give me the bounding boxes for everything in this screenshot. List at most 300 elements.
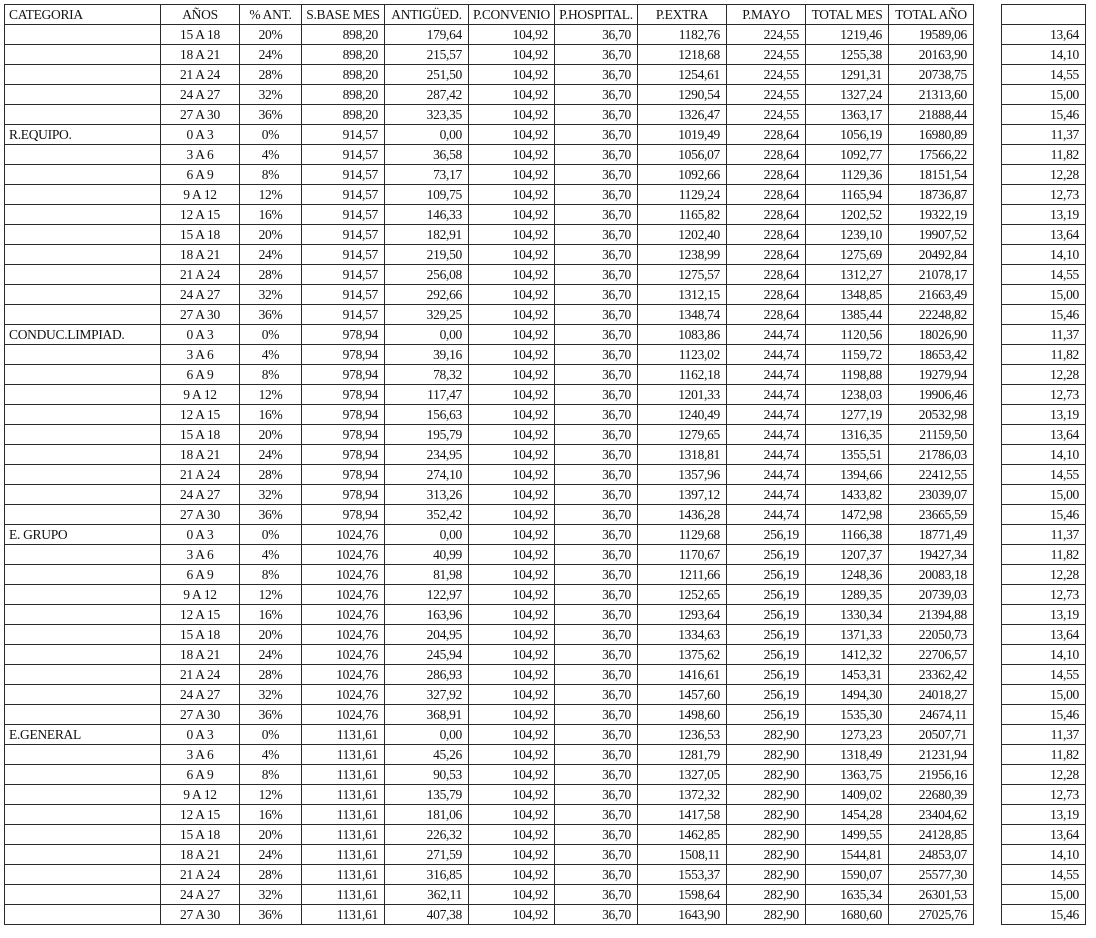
gap-cell: [974, 745, 1002, 765]
cell-anos: 24 A 27: [161, 285, 240, 305]
cell-pextra: 1372,32: [638, 785, 727, 805]
cell-phospital: 36,70: [555, 585, 638, 605]
gap-cell: [974, 425, 1002, 445]
cell-total-mes: 1635,34: [806, 885, 889, 905]
cell-anos: 3 A 6: [161, 745, 240, 765]
cell-pextra: 1182,76: [638, 25, 727, 45]
cell-anos: 18 A 21: [161, 445, 240, 465]
cell-total-mes: 1327,24: [806, 85, 889, 105]
cell-pct-ant: 8%: [240, 165, 302, 185]
cell-antiguedad: 287,42: [385, 85, 469, 105]
gap-cell: [974, 85, 1002, 105]
cell-antiguedad: 251,50: [385, 65, 469, 85]
table-row: [5, 385, 1086, 405]
cell-pct-ant: 16%: [240, 605, 302, 625]
cell-total-ano: 19589,06: [889, 25, 974, 45]
cell-total-mes: 1385,44: [806, 305, 889, 325]
cell-anos: 18 A 21: [161, 245, 240, 265]
cell-pmayo: 256,19: [727, 525, 806, 545]
cell-sbase-mes: 1024,76: [302, 565, 385, 585]
category-cell: [5, 565, 161, 585]
cell-side-value: 12,28: [1002, 365, 1086, 385]
cell-sbase-mes: 978,94: [302, 405, 385, 425]
cell-anos: 3 A 6: [161, 145, 240, 165]
cell-antiguedad: 313,26: [385, 485, 469, 505]
cell-sbase-mes: 1131,61: [302, 725, 385, 745]
cell-pextra: 1236,53: [638, 725, 727, 745]
cell-pextra: 1254,61: [638, 65, 727, 85]
cell-anos: 27 A 30: [161, 705, 240, 725]
cell-anos: 21 A 24: [161, 265, 240, 285]
cell-anos: 12 A 15: [161, 205, 240, 225]
gap-cell: [974, 785, 1002, 805]
table-row: [5, 605, 1086, 625]
cell-pextra: 1162,18: [638, 365, 727, 385]
cell-anos: 21 A 24: [161, 665, 240, 685]
cell-phospital: 36,70: [555, 85, 638, 105]
table-body: [5, 25, 1086, 925]
cell-side-value: 13,64: [1002, 825, 1086, 845]
cell-pextra: 1553,37: [638, 865, 727, 885]
cell-pextra: 1201,33: [638, 385, 727, 405]
category-label: R.EQUIPO.: [5, 125, 161, 145]
cell-total-ano: 24853,07: [889, 845, 974, 865]
cell-pextra: 1092,66: [638, 165, 727, 185]
cell-antiguedad: 271,59: [385, 845, 469, 865]
cell-pmayo: 256,19: [727, 585, 806, 605]
cell-total-ano: 22248,82: [889, 305, 974, 325]
cell-pextra: 1643,90: [638, 905, 727, 925]
cell-pmayo: 256,19: [727, 565, 806, 585]
cell-total-mes: 1544,81: [806, 845, 889, 865]
table-row: [5, 225, 1086, 245]
table-row: [5, 565, 1086, 585]
cell-pconvenio: 104,92: [469, 185, 555, 205]
cell-anos: 0 A 3: [161, 725, 240, 745]
cell-total-ano: 19279,94: [889, 365, 974, 385]
cell-pct-ant: 12%: [240, 785, 302, 805]
cell-pct-ant: 28%: [240, 865, 302, 885]
category-cell: [5, 185, 161, 205]
cell-pct-ant: 28%: [240, 65, 302, 85]
cell-anos: 12 A 15: [161, 605, 240, 625]
gap-cell: [974, 585, 1002, 605]
cell-pconvenio: 104,92: [469, 585, 555, 605]
gap-cell: [974, 305, 1002, 325]
category-cell: [5, 425, 161, 445]
cell-pextra: 1293,64: [638, 605, 727, 625]
header-sbase-mes: S.BASE MES: [302, 5, 385, 25]
cell-pmayo: 256,19: [727, 625, 806, 645]
cell-phospital: 36,70: [555, 625, 638, 645]
table-row: [5, 505, 1086, 525]
cell-anos: 21 A 24: [161, 65, 240, 85]
cell-side-value: 13,64: [1002, 625, 1086, 645]
cell-total-ano: 20163,90: [889, 45, 974, 65]
table-row: [5, 625, 1086, 645]
cell-antiguedad: 36,58: [385, 145, 469, 165]
cell-anos: 18 A 21: [161, 845, 240, 865]
cell-phospital: 36,70: [555, 425, 638, 445]
cell-antiguedad: 78,32: [385, 365, 469, 385]
table-row: [5, 585, 1086, 605]
header-pextra: P.EXTRA: [638, 5, 727, 25]
table-row: [5, 885, 1086, 905]
cell-side-value: 15,00: [1002, 885, 1086, 905]
category-cell: [5, 205, 161, 225]
cell-antiguedad: 245,94: [385, 645, 469, 665]
cell-pconvenio: 104,92: [469, 545, 555, 565]
cell-total-mes: 1273,23: [806, 725, 889, 745]
gap-cell: [974, 725, 1002, 745]
cell-phospital: 36,70: [555, 825, 638, 845]
cell-antiguedad: 39,16: [385, 345, 469, 365]
cell-pmayo: 228,64: [727, 185, 806, 205]
cell-total-ano: 20083,18: [889, 565, 974, 585]
cell-sbase-mes: 898,20: [302, 25, 385, 45]
category-cell: [5, 105, 161, 125]
cell-antiguedad: 215,57: [385, 45, 469, 65]
cell-antiguedad: 329,25: [385, 305, 469, 325]
cell-sbase-mes: 1024,76: [302, 685, 385, 705]
category-cell: [5, 145, 161, 165]
cell-anos: 27 A 30: [161, 305, 240, 325]
cell-pct-ant: 8%: [240, 765, 302, 785]
cell-pextra: 1083,86: [638, 325, 727, 345]
cell-pextra: 1327,05: [638, 765, 727, 785]
cell-pmayo: 244,74: [727, 405, 806, 425]
table-row: [5, 745, 1086, 765]
cell-pmayo: 256,19: [727, 605, 806, 625]
cell-anos: 15 A 18: [161, 425, 240, 445]
category-cell: [5, 365, 161, 385]
cell-pconvenio: 104,92: [469, 465, 555, 485]
category-cell: [5, 585, 161, 605]
cell-total-mes: 1330,34: [806, 605, 889, 625]
cell-pconvenio: 104,92: [469, 525, 555, 545]
cell-sbase-mes: 914,57: [302, 265, 385, 285]
cell-pextra: 1417,58: [638, 805, 727, 825]
cell-antiguedad: 316,85: [385, 865, 469, 885]
cell-side-value: 13,19: [1002, 405, 1086, 425]
cell-pmayo: 228,64: [727, 245, 806, 265]
cell-pconvenio: 104,92: [469, 725, 555, 745]
cell-pconvenio: 104,92: [469, 705, 555, 725]
cell-phospital: 36,70: [555, 645, 638, 665]
cell-total-ano: 21786,03: [889, 445, 974, 465]
cell-pextra: 1240,49: [638, 405, 727, 425]
header-phospital: P.HOSPITAL.: [555, 5, 638, 25]
cell-pextra: 1312,15: [638, 285, 727, 305]
cell-total-mes: 1409,02: [806, 785, 889, 805]
cell-pextra: 1318,81: [638, 445, 727, 465]
cell-anos: 24 A 27: [161, 885, 240, 905]
cell-phospital: 36,70: [555, 665, 638, 685]
table-row: [5, 265, 1086, 285]
cell-anos: 3 A 6: [161, 345, 240, 365]
cell-total-ano: 21956,16: [889, 765, 974, 785]
cell-pextra: 1498,60: [638, 705, 727, 725]
gap-cell: [974, 525, 1002, 545]
cell-antiguedad: 234,95: [385, 445, 469, 465]
cell-sbase-mes: 914,57: [302, 145, 385, 165]
cell-pct-ant: 24%: [240, 445, 302, 465]
category-cell: [5, 485, 161, 505]
cell-pextra: 1348,74: [638, 305, 727, 325]
category-cell: [5, 285, 161, 305]
category-cell: [5, 85, 161, 105]
cell-total-mes: 1454,28: [806, 805, 889, 825]
cell-side-value: 15,46: [1002, 505, 1086, 525]
gap-cell: [974, 285, 1002, 305]
cell-side-value: 12,28: [1002, 565, 1086, 585]
cell-total-mes: 1239,10: [806, 225, 889, 245]
cell-phospital: 36,70: [555, 125, 638, 145]
table-row: [5, 245, 1086, 265]
cell-total-mes: 1129,36: [806, 165, 889, 185]
cell-pconvenio: 104,92: [469, 785, 555, 805]
cell-pct-ant: 24%: [240, 645, 302, 665]
cell-side-value: 11,37: [1002, 125, 1086, 145]
cell-total-mes: 1289,35: [806, 585, 889, 605]
cell-pextra: 1218,68: [638, 45, 727, 65]
cell-antiguedad: 362,11: [385, 885, 469, 905]
cell-side-value: 13,19: [1002, 205, 1086, 225]
cell-pct-ant: 20%: [240, 625, 302, 645]
table-row: [5, 765, 1086, 785]
cell-anos: 9 A 12: [161, 785, 240, 805]
cell-pextra: 1019,49: [638, 125, 727, 145]
cell-phospital: 36,70: [555, 365, 638, 385]
cell-total-ano: 26301,53: [889, 885, 974, 905]
cell-sbase-mes: 978,94: [302, 505, 385, 525]
cell-side-value: 11,82: [1002, 345, 1086, 365]
gap-cell: [974, 185, 1002, 205]
cell-total-ano: 24674,11: [889, 705, 974, 725]
cell-pct-ant: 28%: [240, 265, 302, 285]
cell-total-mes: 1166,38: [806, 525, 889, 545]
cell-pextra: 1123,02: [638, 345, 727, 365]
cell-pconvenio: 104,92: [469, 885, 555, 905]
category-cell: [5, 505, 161, 525]
cell-antiguedad: 73,17: [385, 165, 469, 185]
cell-anos: 3 A 6: [161, 545, 240, 565]
cell-phospital: 36,70: [555, 685, 638, 705]
table-row: [5, 805, 1086, 825]
cell-phospital: 36,70: [555, 345, 638, 365]
cell-pconvenio: 104,92: [469, 825, 555, 845]
cell-pct-ant: 8%: [240, 565, 302, 585]
cell-pconvenio: 104,92: [469, 285, 555, 305]
cell-sbase-mes: 1131,61: [302, 845, 385, 865]
cell-anos: 15 A 18: [161, 225, 240, 245]
cell-anos: 27 A 30: [161, 905, 240, 925]
cell-pct-ant: 0%: [240, 325, 302, 345]
cell-pconvenio: 104,92: [469, 165, 555, 185]
cell-pconvenio: 104,92: [469, 405, 555, 425]
cell-pconvenio: 104,92: [469, 485, 555, 505]
cell-pmayo: 282,90: [727, 865, 806, 885]
gap-cell: [974, 145, 1002, 165]
cell-total-mes: 1535,30: [806, 705, 889, 725]
cell-pextra: 1129,24: [638, 185, 727, 205]
cell-pconvenio: 104,92: [469, 105, 555, 125]
cell-anos: 18 A 21: [161, 45, 240, 65]
cell-total-ano: 21888,44: [889, 105, 974, 125]
cell-total-ano: 24128,85: [889, 825, 974, 845]
cell-antiguedad: 109,75: [385, 185, 469, 205]
cell-pconvenio: 104,92: [469, 645, 555, 665]
cell-phospital: 36,70: [555, 445, 638, 465]
category-cell: [5, 665, 161, 685]
cell-sbase-mes: 1024,76: [302, 545, 385, 565]
header-side-column: [1002, 5, 1086, 25]
cell-pconvenio: 104,92: [469, 605, 555, 625]
cell-sbase-mes: 978,94: [302, 325, 385, 345]
cell-pconvenio: 104,92: [469, 625, 555, 645]
header-pconvenio: P.CONVENIO: [469, 5, 555, 25]
cell-phospital: 36,70: [555, 145, 638, 165]
table-row: [5, 865, 1086, 885]
gap-cell: [974, 565, 1002, 585]
gap-cell: [974, 45, 1002, 65]
cell-pmayo: 224,55: [727, 85, 806, 105]
gap-cell: [974, 825, 1002, 845]
cell-pconvenio: 104,92: [469, 385, 555, 405]
cell-pmayo: 228,64: [727, 305, 806, 325]
cell-phospital: 36,70: [555, 165, 638, 185]
cell-phospital: 36,70: [555, 905, 638, 925]
cell-total-mes: 1277,19: [806, 405, 889, 425]
cell-total-mes: 1363,17: [806, 105, 889, 125]
table-row: [5, 465, 1086, 485]
table-row: [5, 45, 1086, 65]
cell-pmayo: 228,64: [727, 285, 806, 305]
cell-pconvenio: 104,92: [469, 25, 555, 45]
category-cell: [5, 305, 161, 325]
gap-cell: [974, 165, 1002, 185]
table-row: [5, 425, 1086, 445]
cell-total-ano: 21394,88: [889, 605, 974, 625]
cell-pextra: 1397,12: [638, 485, 727, 505]
cell-anos: 27 A 30: [161, 105, 240, 125]
gap-cell: [974, 265, 1002, 285]
table-row: [5, 685, 1086, 705]
cell-side-value: 12,28: [1002, 765, 1086, 785]
cell-pct-ant: 16%: [240, 805, 302, 825]
cell-side-value: 11,82: [1002, 545, 1086, 565]
cell-phospital: 36,70: [555, 205, 638, 225]
cell-anos: 21 A 24: [161, 865, 240, 885]
cell-sbase-mes: 1131,61: [302, 885, 385, 905]
cell-sbase-mes: 1131,61: [302, 865, 385, 885]
cell-antiguedad: 146,33: [385, 205, 469, 225]
cell-total-ano: 20739,03: [889, 585, 974, 605]
cell-sbase-mes: 1024,76: [302, 585, 385, 605]
cell-pmayo: 256,19: [727, 645, 806, 665]
cell-antiguedad: 226,32: [385, 825, 469, 845]
cell-anos: 15 A 18: [161, 625, 240, 645]
cell-pconvenio: 104,92: [469, 65, 555, 85]
category-cell: [5, 65, 161, 85]
cell-total-mes: 1120,56: [806, 325, 889, 345]
category-cell: [5, 905, 161, 925]
cell-side-value: 12,28: [1002, 165, 1086, 185]
cell-pct-ant: 36%: [240, 505, 302, 525]
category-label: E.GENERAL: [5, 725, 161, 745]
cell-sbase-mes: 1131,61: [302, 785, 385, 805]
cell-pconvenio: 104,92: [469, 665, 555, 685]
cell-pextra: 1357,96: [638, 465, 727, 485]
cell-pmayo: 282,90: [727, 805, 806, 825]
category-cell: [5, 625, 161, 645]
cell-pct-ant: 4%: [240, 545, 302, 565]
cell-anos: 27 A 30: [161, 505, 240, 525]
category-label: CONDUC.LIMPIAD.: [5, 325, 161, 345]
cell-phospital: 36,70: [555, 45, 638, 65]
cell-antiguedad: 368,91: [385, 705, 469, 725]
gap-cell: [974, 385, 1002, 405]
cell-pconvenio: 104,92: [469, 865, 555, 885]
cell-pct-ant: 28%: [240, 665, 302, 685]
cell-pmayo: 244,74: [727, 425, 806, 445]
cell-phospital: 36,70: [555, 305, 638, 325]
cell-pextra: 1202,40: [638, 225, 727, 245]
cell-antiguedad: 274,10: [385, 465, 469, 485]
cell-side-value: 11,37: [1002, 525, 1086, 545]
cell-phospital: 36,70: [555, 865, 638, 885]
cell-pct-ant: 24%: [240, 245, 302, 265]
cell-total-ano: 21231,94: [889, 745, 974, 765]
cell-total-mes: 1316,35: [806, 425, 889, 445]
cell-phospital: 36,70: [555, 65, 638, 85]
gap-cell: [974, 25, 1002, 45]
gap-cell: [974, 245, 1002, 265]
cell-total-ano: 18026,90: [889, 325, 974, 345]
cell-pextra: 1238,99: [638, 245, 727, 265]
cell-total-ano: 24018,27: [889, 685, 974, 705]
cell-pextra: 1211,66: [638, 565, 727, 585]
cell-pconvenio: 104,92: [469, 345, 555, 365]
cell-pextra: 1252,65: [638, 585, 727, 605]
cell-pct-ant: 16%: [240, 205, 302, 225]
cell-total-mes: 1291,31: [806, 65, 889, 85]
gap-cell: [974, 485, 1002, 505]
header-categoria: CATEGORIA: [5, 5, 161, 25]
cell-antiguedad: 0,00: [385, 325, 469, 345]
cell-phospital: 36,70: [555, 225, 638, 245]
cell-total-ano: 20532,98: [889, 405, 974, 425]
cell-pconvenio: 104,92: [469, 565, 555, 585]
cell-total-ano: 23039,07: [889, 485, 974, 505]
cell-pconvenio: 104,92: [469, 365, 555, 385]
cell-sbase-mes: 1024,76: [302, 705, 385, 725]
cell-side-value: 13,64: [1002, 225, 1086, 245]
cell-pmayo: 244,74: [727, 365, 806, 385]
cell-pmayo: 282,90: [727, 845, 806, 865]
cell-total-mes: 1248,36: [806, 565, 889, 585]
cell-pct-ant: 20%: [240, 825, 302, 845]
cell-total-mes: 1348,85: [806, 285, 889, 305]
category-cell: [5, 825, 161, 845]
cell-pmayo: 244,74: [727, 345, 806, 365]
header-total-ano: TOTAL AÑO: [889, 5, 974, 25]
cell-pmayo: 228,64: [727, 225, 806, 245]
cell-total-mes: 1499,55: [806, 825, 889, 845]
cell-pct-ant: 4%: [240, 345, 302, 365]
header-pmayo: P.MAYO: [727, 5, 806, 25]
table-row: [5, 545, 1086, 565]
